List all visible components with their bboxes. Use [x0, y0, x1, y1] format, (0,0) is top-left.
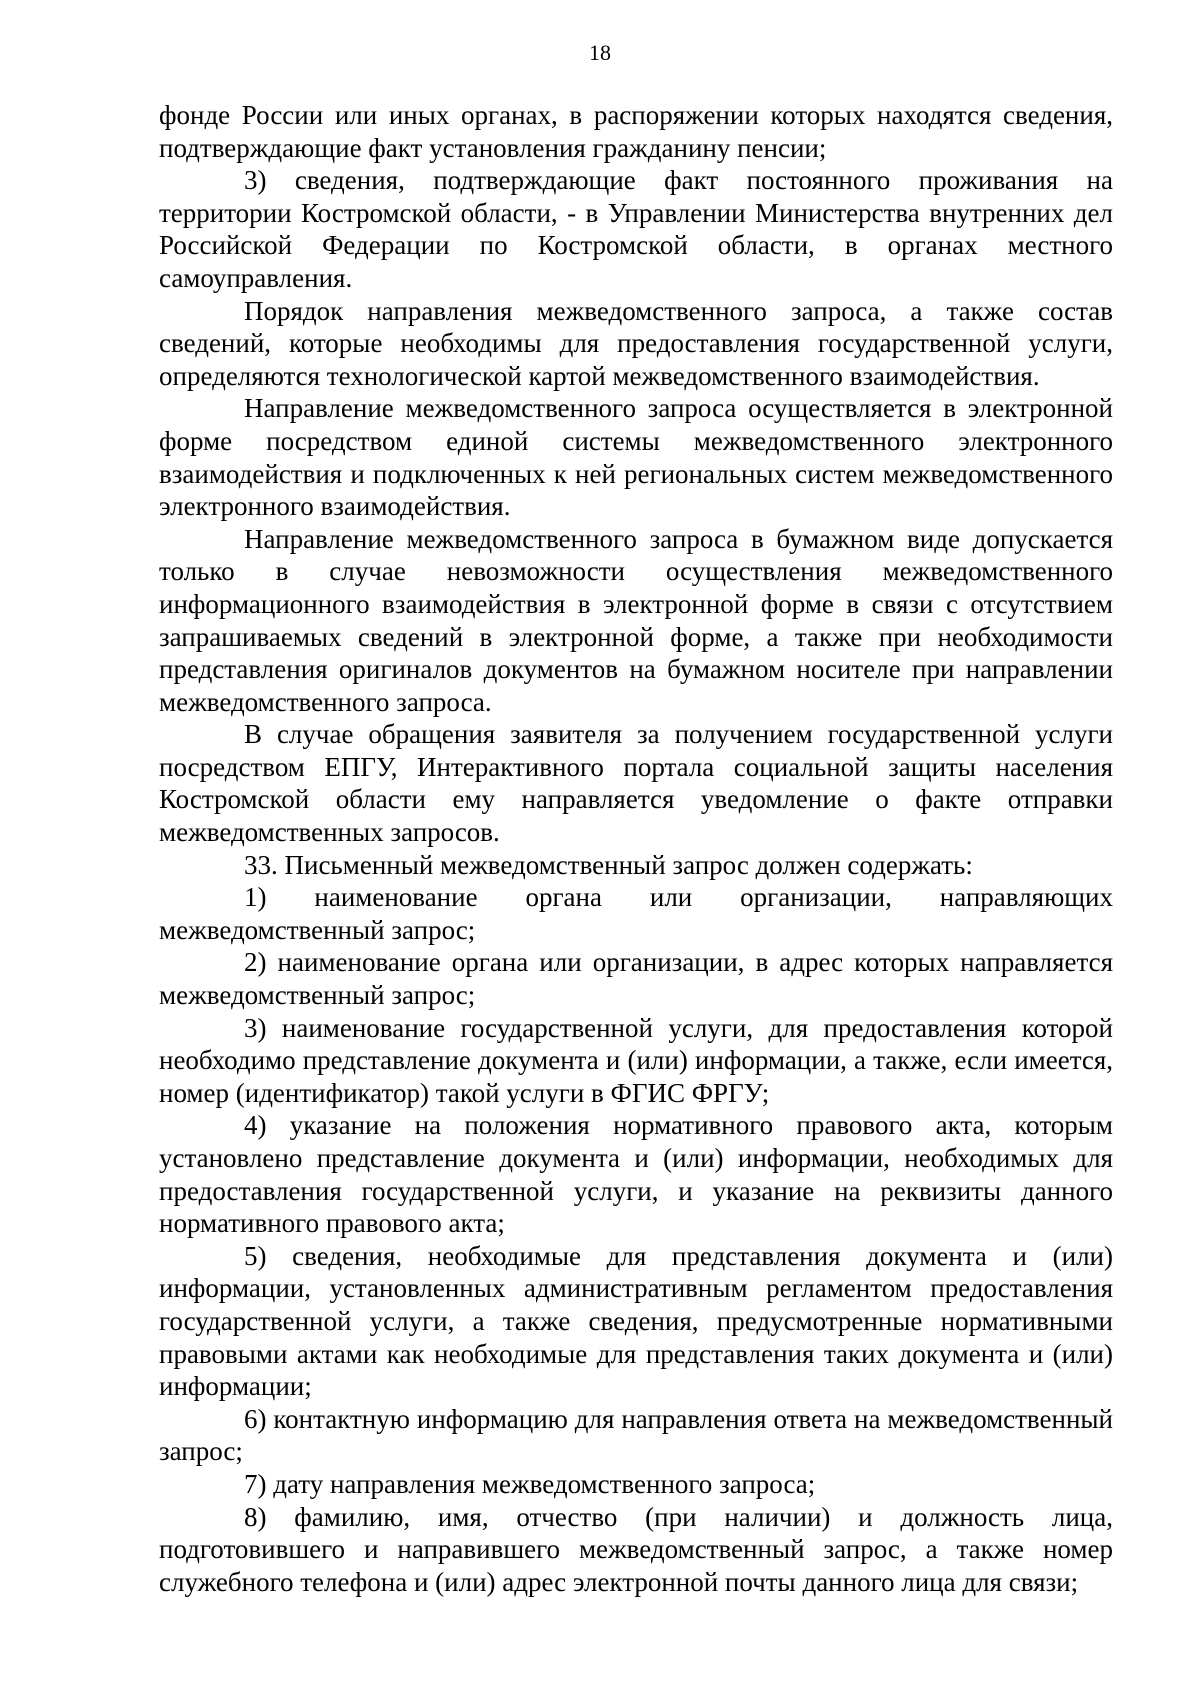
list-item-8: 8) фамилию, имя, отчество (при наличии) и должность лица, подготовившего и направившего межведомственный запрос, а также номер служебного телефона и (или) адрес электронной почты данного лица для связи; [159, 1501, 1113, 1597]
paragraph-item-3-residence: 3) сведения, подтверждающие факт постоянного проживания на территории Костромской области, - в Управлении Министерства внутренних дел Российской Федерации по Костромской области, в органах местного самоуправления. [159, 165, 1113, 293]
document-body [159, 99, 1113, 1598]
paragraph-electronic-request: Направление межведомственного запроса осуществляется в электронной форме посредством единой системы межведомственного электронного взаимодействия и подключенных к ней региональных систем межведомственного электронного взаимодействия. [159, 393, 1113, 522]
page-number: 18 [589, 40, 611, 65]
paragraph-section-33: 33. Письменный межведомственный запрос должен содержать: [244, 849, 973, 880]
list-item-4: 4) указание на положения нормативного правового акта, которым установлено представление документа и (или) информации, необходимых для предоставления государственной услуги, и указание на реквизиты данного нормативного правового акта; [159, 1110, 1113, 1239]
paragraph-paper-request: Направление межведомственного запроса в бумажном виде допускается только в случае невозможности осуществления межведомственного информационного взаимодействия в электронной форме в связи с отсутствием запрашиваемых сведений в электронной форме, а также при необходимости представления оригиналов документов на бумажном носителе при направлении межведомственного запроса. [159, 523, 1113, 717]
paragraph-request-procedure: Порядок направления межведомственного запроса, а также состав сведений, которые необходимы для предоставления государственной услуги, определяются технологической картой межведомственного взаимодействия. [159, 295, 1113, 391]
paragraph-continuation: фонде России или иных органах, в распоряжении которых находятся сведения, подтверждающие факт установления гражданину пенсии; [159, 100, 1113, 163]
list-item-7: 7) дату направления межведомственного запроса; [244, 1468, 816, 1499]
list-item-5: 5) сведения, необходимые для представления документа и (или) информации, установленных административным регламентом предоставления государственной услуги, а также сведения, предусмотренные нормативными правовыми актами как необходимые для представления таких документа и (или) информации; [159, 1240, 1113, 1402]
list-item-1: 1) наименование органа или организации, направляющих межведомственный запрос; [159, 882, 1113, 945]
paragraph-epgu-notification: В случае обращения заявителя за получением государственной услуги посредством ЕПГУ, Интерактивного портала социальной защиты населения Костромской области ему направляется уведомление о факте отправки межведомственных запросов. [159, 719, 1113, 848]
list-item-3: 3) наименование государственной услуги, для предоставления которой необходимо представление документа и (или) информации, а также, если имеется, номер (идентификатор) такой услуги в ФГИС ФРГУ; [159, 1012, 1113, 1108]
list-item-6: 6) контактную информацию для направления ответа на межведомственный запрос; [159, 1403, 1113, 1467]
list-item-2: 2) наименование органа или организации, в адрес которых направляется межведомственный запрос; [159, 947, 1113, 1011]
